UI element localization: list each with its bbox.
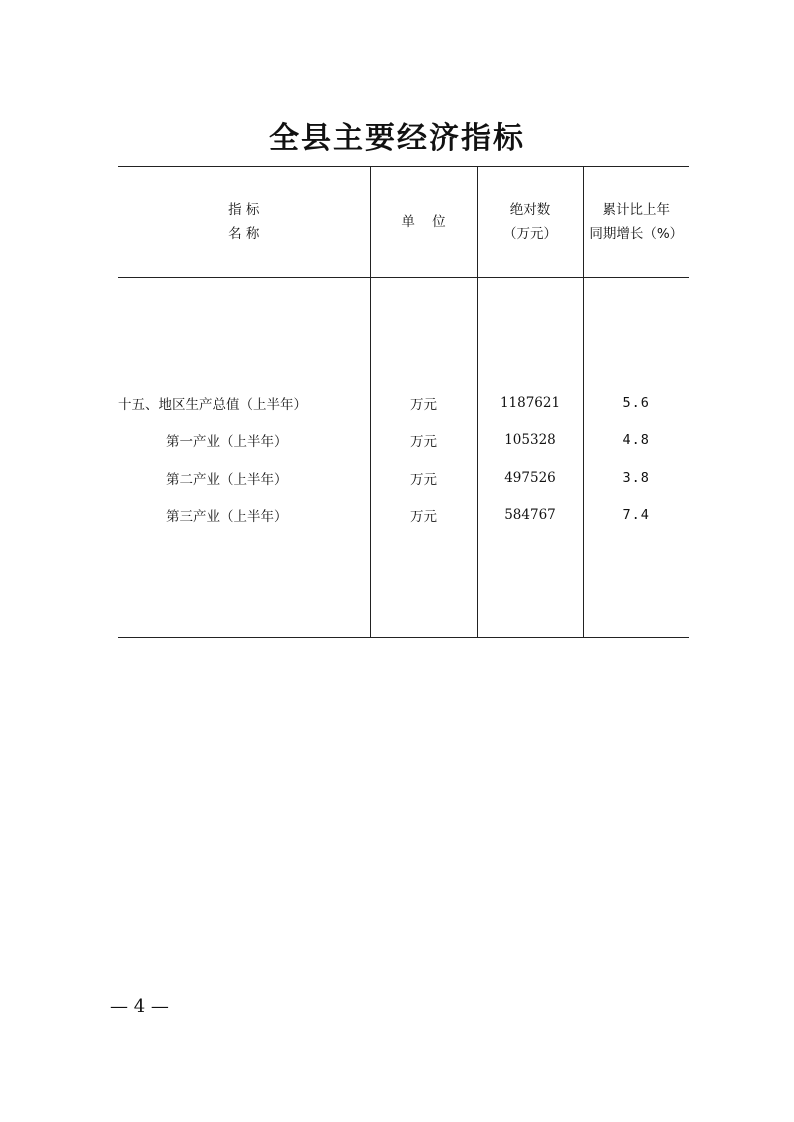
header-unit-label: 单 位 [401,214,446,230]
row-name [118,497,370,535]
header-growth [583,167,689,278]
header-absolute-line2: （万元） [503,226,557,242]
header-unit [370,167,477,278]
row-absolute: 584767 [477,497,583,535]
header-name-line2: 名 称 [228,226,260,242]
table-header-row [118,167,689,278]
header-growth-line2: 同期增长（%） [589,226,684,242]
table-row [118,459,689,497]
indicator-table [118,166,689,638]
row-name-text: 第二产业（上半年） [166,471,288,488]
row-name: 十五、地区生产总值（上半年） [118,396,307,413]
header-growth-line1: 累计比上年 [602,202,670,218]
row-unit: 万元 [370,459,477,497]
row-growth: 7.4 [583,497,689,535]
page-title: 全县主要经济指标 [269,121,525,156]
table-row [118,422,689,460]
row-unit: 万元 [370,422,477,460]
row-growth: 4.8 [583,422,689,460]
spacer-row [118,534,689,638]
row-name-text: 第一产业（上半年） [166,434,288,451]
row-growth: 5.6 [583,384,689,422]
header-absolute-line1: 绝对数 [509,202,551,218]
header-absolute [477,167,583,278]
row-name-text: 第三产业（上半年） [166,509,288,526]
table-row [118,497,689,535]
header-name-line1: 指 标 [228,202,260,218]
header-name [118,167,370,278]
row-absolute: 105328 [477,422,583,460]
row-growth: 3.8 [583,459,689,497]
page-number: — 4 — [110,996,169,1017]
row-unit: 万元 [370,384,477,422]
row-name [118,459,370,497]
row-name [118,422,370,460]
row-absolute: 1187621 [477,384,583,422]
row-unit: 万元 [370,497,477,535]
table-row [118,384,689,422]
spacer-row [118,278,689,385]
row-absolute: 497526 [477,459,583,497]
